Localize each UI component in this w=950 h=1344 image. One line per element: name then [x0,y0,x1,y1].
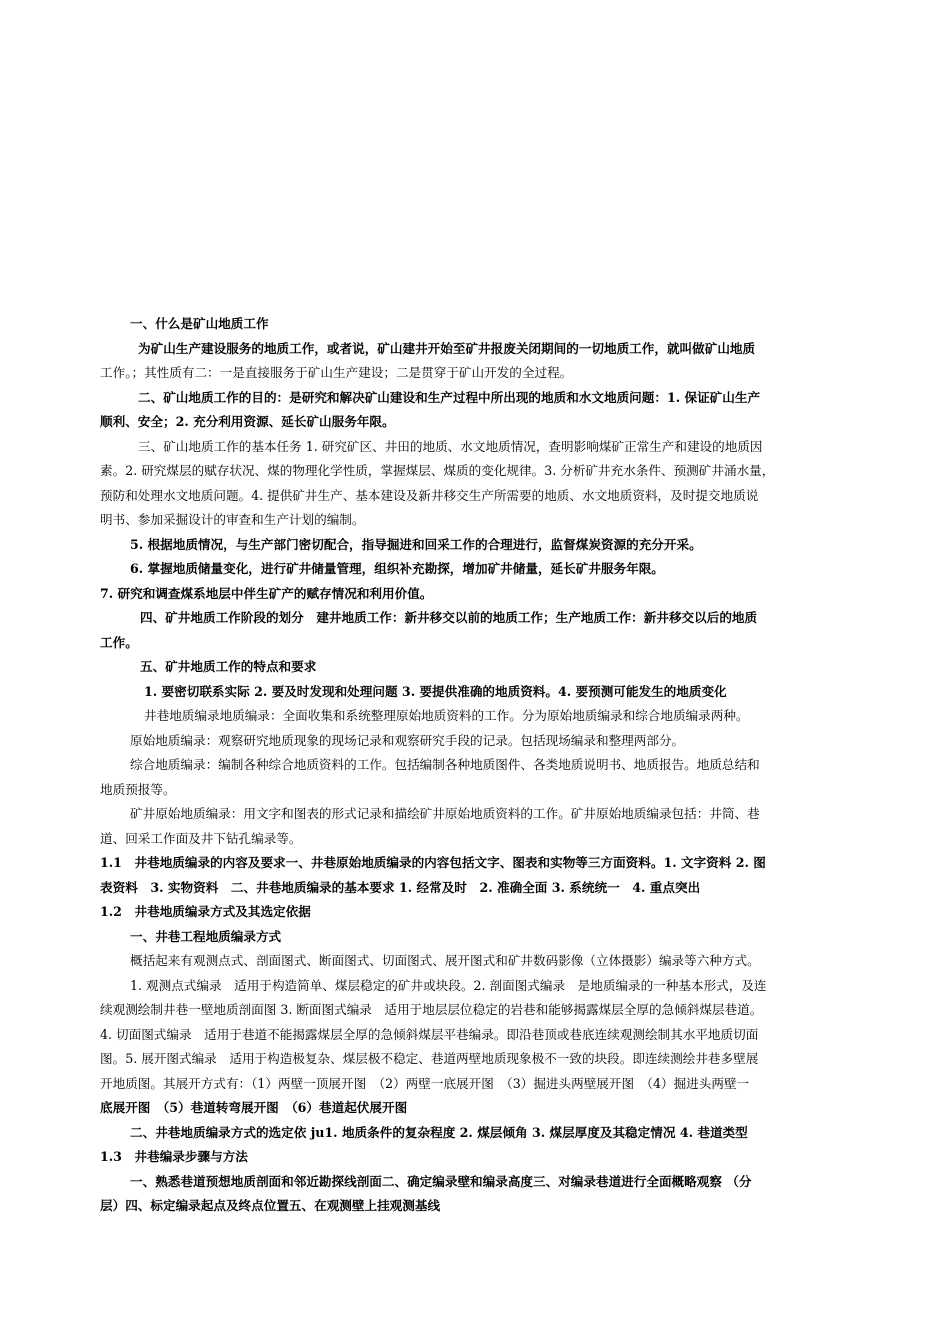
text-line: 概括起来有观测点式、剖面图式、断面图式、切面图式、展开图式和矿井数码影像（立体摄影）编录等六种方式。 [130,953,760,968]
text-line: 道、回采工作面及井下钻孔编录等。 [100,830,302,846]
text-line: 工作。；其性质有二：一是直接服务于矿山生产建设；二是贯穿于矿山开发的全过程。 [100,365,573,380]
text-line: 原始地质编录：观察研究地质现象的现场记录和观察研究手段的记录。包括现场编录和整理两部分。 [130,732,685,748]
text-line: 表资料 3. 实物资料 二、井巷地质编录的基本要求 1. 经常及时 2. 准确全面 3. 系统统一 4. 重点突出 [100,879,701,895]
text-line: 1.2 井巷地质编录方式及其选定依据 [100,904,311,919]
text-line: 素。2. 研究煤层的赋存状况、煤的物理化学性质，掌握煤层、煤质的变化规律。3. 分析矿井充水条件、预测矿井涌水量， [100,463,775,478]
text-line: 7. 研究和调查煤系地层中伴生矿产的赋存情况和利用价值。 [100,585,433,601]
text-line: 五、矿井地质工作的特点和要求 [140,659,317,674]
text-line: 层）四、标定编录起点及终点位置五、在观测壁上挂观测基线 [100,1198,441,1213]
text-line: 1.3 井巷编录步骤与方法 [100,1149,248,1164]
text-line: 工作。 [100,634,138,650]
text-line: 三、矿山地质工作的基本任务 1. 研究矿区、井田的地质、水文地质情况，查明影响煤矿正常生产和建设的地质因 [138,438,763,454]
text-line: 二、矿山地质工作的目的：是研究和解决矿山建设和生产过程中所出现的地质和水文地质问题：1. 保证矿山生产 [138,389,761,405]
text-line: 底展开图 （5）巷道转弯展开图 （6）巷道起伏展开图 [100,1100,408,1115]
text-line: 开地质图。其展开方式有：（1）两壁一顶展开图 （2）两壁一底展开图 （3）掘进头两壁展开图 （4）掘进头两壁一 [100,1075,750,1091]
text-line: 6. 掌握地质储量变化，进行矿井储量管理，组织补充勘探，增加矿井储量，延长矿井服务年限。 [130,561,664,576]
text-line: 图。5. 展开图式编录 适用于构造极复杂、煤层极不稳定、巷道两壁地质现象极不一致的块段。即连续测绘井巷多壁展 [100,1051,759,1066]
text-line: 5. 根据地质情况，与生产部门密切配合，指导掘进和回采工作的合理进行，监督煤炭资源的充分开采。 [130,536,702,552]
text-line: 1. 要密切联系实际 2. 要及时发现和处理问题 3. 要提供准确的地质资料。4. 要预测可能发生的地质变化 [144,683,727,699]
text-line: 预防和处理水文地质问题。4. 提供矿井生产、基本建设及新井移交生产所需要的地质、水文地质资料，及时提交地质说 [100,487,759,503]
document-page [100,312,852,1219]
text-line: 一、什么是矿山地质工作 [130,316,269,331]
text-line: 顺利、安全；2. 充分利用资源、延长矿山服务年限。 [100,414,395,429]
text-line: 井巷地质编录地质编录：全面收集和系统整理原始地质资料的工作。分为原始地质编录和综合地质编录两种。 [144,708,749,723]
text-line: 明书、参加采掘设计的审查和生产计划的编制。 [100,512,365,527]
text-line: 一、井巷工程地质编录方式 [130,928,282,944]
text-line: 续观测绘制井巷一壁地质剖面图 3. 断面图式编录 适用于地层层位稳定的岩巷和能够揭露煤层全厚的急倾斜煤层巷道。 [100,1002,763,1017]
text-line: 1. 观测点式编录 适用于构造简单、煤层稳定的矿井或块段。2. 剖面图式编录 是地质编录的一种基本形式，及连 [130,977,767,993]
text-line: 综合地质编录：编制各种综合地质资料的工作。包括编制各种地质图件、各类地质说明书、地质报告。地质总结和 [130,757,760,772]
text-line: 4. 切面图式编录 适用于巷道不能揭露煤层全厚的急倾斜煤层平巷编录。即沿巷顶或巷底连续观测绘制其水平地质切面 [100,1026,759,1042]
text-line: 1.1 井巷地质编录的内容及要求一、井巷原始地质编录的内容包括文字、图表和实物等三方面资料。1. 文字资料 2. 图 [100,855,766,870]
text-line: 地质预报等。 [100,781,176,797]
text-line: 二、井巷地质编录方式的选定依 ju1. 地质条件的复杂程度 2. 煤层倾角 3. 煤层厚度及其稳定情况 4. 巷道类型 [130,1124,748,1140]
text-line: 四、矿井地质工作阶段的划分 建井地质工作：新井移交以前的地质工作；生产地质工作：新井移交以后的地质 [140,610,758,625]
text-line: 一、熟悉巷道预想地质剖面和邻近勘探线剖面二、确定编录壁和编录高度三、对编录巷道进行全面概略观察 （分 [130,1173,752,1189]
text-line: 为矿山生产建设服务的地质工作，或者说，矿山建井开始至矿井报废关闭期间的一切地质工作，就叫做矿山地质 [138,340,756,356]
text-line: 矿井原始地质编录：用文字和图表的形式记录和描绘矿井原始地质资料的工作。矿井原始地质编录包括：井筒、巷 [130,806,760,821]
